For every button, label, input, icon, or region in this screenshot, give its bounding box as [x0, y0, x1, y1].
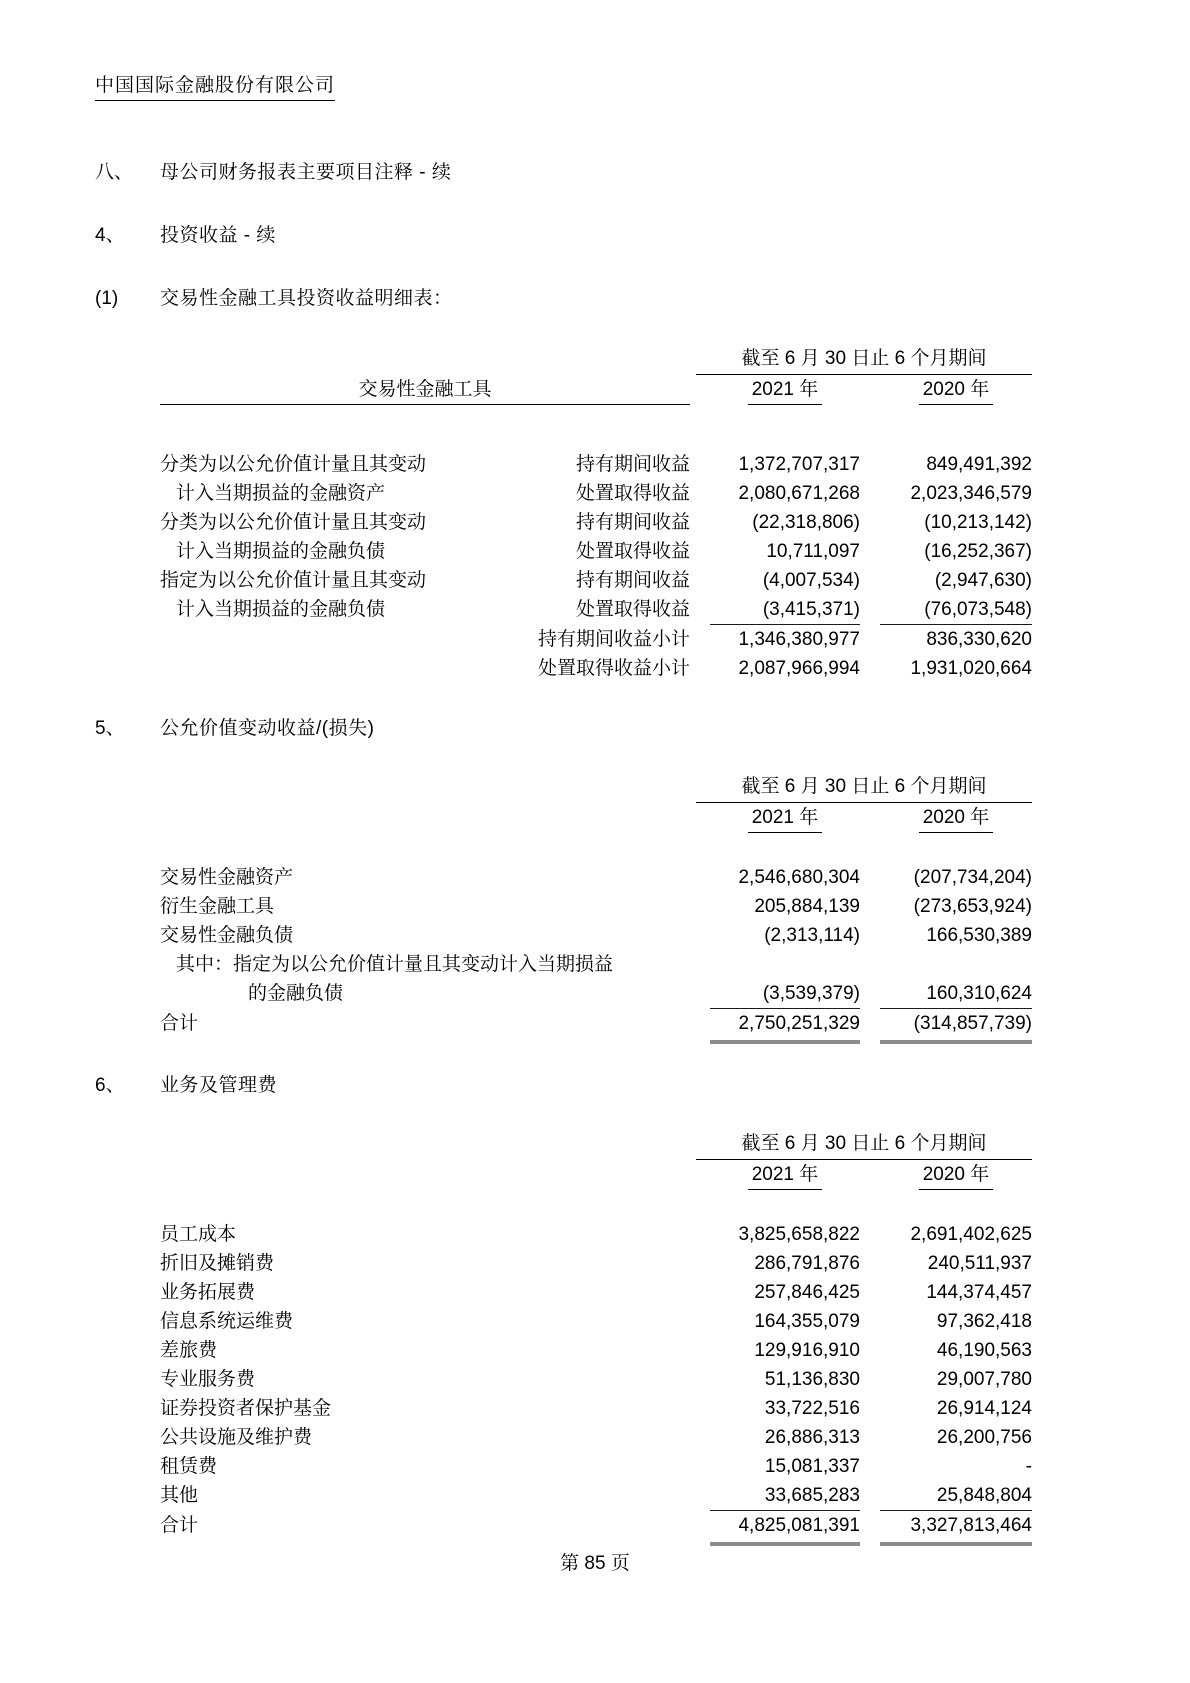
section-title: 业务及管理费: [160, 1075, 278, 1096]
operating-expenses-table: [160, 1129, 1032, 1546]
row-label: 折旧及摊销费: [160, 1253, 275, 1274]
value-2021: 51,136,830: [764, 1369, 860, 1390]
table-period-row: [160, 772, 1032, 803]
year-header-2020: 2020 年: [880, 1160, 1032, 1190]
year-header-2020: 2020 年: [880, 375, 1032, 405]
company-name: 中国国际金融股份有限公司: [95, 70, 335, 101]
value-2021: 205,884,139: [754, 896, 860, 917]
value-2020: 849,491,392: [926, 454, 1032, 475]
table-row: [160, 1365, 1032, 1394]
table-header-row: [160, 803, 1032, 833]
value-2021: 4,825,081,391: [710, 1511, 860, 1546]
value-2020: (314,857,739): [880, 1009, 1032, 1044]
row-label: 公共设施及维护费: [160, 1427, 313, 1448]
value-2021: 1,372,707,317: [738, 454, 860, 475]
section-number: 4、: [95, 225, 125, 246]
value-2021: 164,355,079: [754, 1311, 860, 1332]
row-label: 信息系统运维费: [160, 1311, 294, 1332]
page-number: 第 85 页: [560, 1553, 630, 1574]
table-subtotal-row: [160, 625, 1032, 654]
fair-value-change-table: [160, 772, 1032, 1044]
value-2020: 166,530,389: [926, 925, 1032, 946]
section-heading-4: [95, 220, 1130, 247]
period-header: 截至 6 月 30 日止 6 个月期间: [696, 344, 1032, 375]
table-subtotal-row: [160, 654, 1032, 683]
section-title: 公允价值变动收益/(损失): [160, 718, 375, 739]
spacer: [160, 405, 1032, 450]
row-label: 业务拓展费: [160, 1282, 256, 1303]
year-header-2021: 2021 年: [710, 803, 860, 833]
row-label: [160, 654, 460, 683]
row-sublabel: 处置取得收益: [575, 599, 690, 620]
value-2020: 26,200,756: [936, 1427, 1032, 1448]
table-row: [160, 537, 1032, 566]
table-row: [160, 1423, 1032, 1452]
value-2020: (10,213,142): [924, 512, 1032, 533]
value-2021: 286,791,876: [754, 1253, 860, 1274]
row-label: 指定为以公允价值计量且其变动: [160, 570, 427, 591]
table-total-row: [160, 1009, 1032, 1044]
value-2021: 129,916,910: [754, 1340, 860, 1361]
row-label: 专业服务费: [160, 1369, 256, 1390]
table-row: [160, 1307, 1032, 1336]
table-row: [160, 1278, 1032, 1307]
section-heading-4-1: [95, 283, 1130, 310]
row-sublabel: 持有期间收益: [575, 570, 690, 591]
value-2021: (22,318,806): [752, 512, 860, 533]
value-2021: 3,825,658,822: [738, 1224, 860, 1245]
value-2020: 836,330,620: [926, 629, 1032, 650]
value-2021: 10,711,097: [766, 541, 860, 562]
row-label: 的金融负债: [248, 983, 344, 1004]
table-row: [160, 950, 1032, 979]
value-2020: 2,023,346,579: [910, 483, 1032, 504]
section-heading-5: [95, 713, 1130, 740]
row-label: 分类为以公允价值计量且其变动: [160, 454, 427, 475]
table-row: [160, 479, 1032, 508]
value-2020: (16,252,367): [924, 541, 1032, 562]
value-2020: 29,007,780: [936, 1369, 1032, 1390]
value-2021: 2,087,966,994: [738, 658, 860, 679]
row-label: 员工成本: [160, 1224, 237, 1245]
value-2020: (2,947,630): [934, 570, 1032, 591]
table-row: [160, 1220, 1032, 1249]
table-row: [160, 1452, 1032, 1481]
value-2020: 46,190,563: [936, 1340, 1032, 1361]
row-label: 差旅费: [160, 1340, 218, 1361]
value-2020: (273,653,924): [913, 896, 1032, 917]
table-row: [160, 1481, 1032, 1511]
row-sublabel: 处置取得收益: [575, 541, 690, 562]
row-label: 其中：指定为以公允价值计量且其变动计入当期损益: [176, 954, 614, 975]
table-row: [160, 921, 1032, 950]
table-row: [160, 508, 1032, 537]
table-header-row: [160, 1160, 1032, 1190]
row-label: 证券投资者保护基金: [160, 1398, 332, 1419]
value-2020: -: [1025, 1456, 1032, 1477]
table-row: [160, 979, 1032, 1009]
value-2021: (3,415,371): [710, 595, 860, 625]
value-2021: (4,007,534): [762, 570, 860, 591]
row-label: 其他: [160, 1485, 199, 1506]
value-2020: 26,914,124: [936, 1398, 1032, 1419]
value-2020: 160,310,624: [880, 979, 1032, 1009]
row-label: 分类为以公允价值计量且其变动: [160, 512, 427, 533]
table-row: [160, 892, 1032, 921]
section-number: 5、: [95, 718, 125, 739]
table-row: [160, 595, 1032, 625]
value-2021: 2,546,680,304: [738, 867, 860, 888]
value-2020: 25,848,804: [880, 1481, 1032, 1511]
row-label: 计入当期损益的金融资产: [176, 483, 386, 504]
table-row: [160, 566, 1032, 595]
value-2020: 144,374,457: [926, 1282, 1032, 1303]
section-title: 投资收益 - 续: [160, 225, 276, 246]
value-2021: 33,685,283: [710, 1481, 860, 1511]
value-2021: 2,750,251,329: [710, 1009, 860, 1044]
year-header-2021: 2021 年: [710, 375, 860, 405]
table-period-row: [160, 1129, 1032, 1160]
spacer: [160, 833, 1032, 863]
table-row: [160, 1336, 1032, 1365]
period-header: 截至 6 月 30 日止 6 个月期间: [696, 772, 1032, 803]
spacer: [160, 1190, 1032, 1220]
row-sublabel: 持有期间收益: [575, 512, 690, 533]
table-row: [160, 450, 1032, 479]
row-label: 合计: [160, 1515, 199, 1536]
year-header-2020: 2020 年: [880, 803, 1032, 833]
row-sublabel: 持有期间收益小计: [537, 629, 690, 650]
value-2021: 1,346,380,977: [738, 629, 860, 650]
table-row: [160, 1249, 1032, 1278]
table-period-row: [160, 344, 1032, 375]
row-label: 合计: [160, 1013, 199, 1034]
value-2020: 240,511,937: [927, 1253, 1032, 1274]
table-total-row: [160, 1511, 1032, 1546]
row-sublabel: 处置取得收益小计: [537, 658, 690, 679]
trading-instruments-income-table: [160, 344, 1032, 683]
period-header: 截至 6 月 30 日止 6 个月期间: [696, 1129, 1032, 1160]
value-2020: (207,734,204): [913, 867, 1032, 888]
section-number: (1): [95, 288, 119, 309]
section-heading-6: [95, 1070, 1130, 1097]
value-2020: 3,327,813,464: [880, 1511, 1032, 1546]
section-number: 八、: [95, 162, 134, 183]
column-header: 交易性金融工具: [160, 375, 690, 405]
value-2021: 15,081,337: [764, 1456, 860, 1477]
year-header-2021: 2021 年: [710, 1160, 860, 1190]
row-label: 计入当期损益的金融负债: [176, 541, 386, 562]
row-label: [160, 625, 460, 654]
value-2021: (3,539,379): [710, 979, 860, 1009]
row-label: 计入当期损益的金融负债: [176, 599, 386, 620]
section-heading-8: [95, 157, 1130, 184]
row-label: 租赁费: [160, 1456, 218, 1477]
section-number: 6、: [95, 1075, 125, 1096]
value-2020: 97,362,418: [936, 1311, 1032, 1332]
table-header-row: [160, 375, 1032, 405]
row-label: 交易性金融资产: [160, 867, 294, 888]
value-2021: 257,846,425: [754, 1282, 860, 1303]
value-2021: 2,080,671,268: [738, 483, 860, 504]
value-2020: [880, 950, 1032, 979]
value-2021: [710, 950, 860, 979]
value-2020: 1,931,020,664: [910, 658, 1032, 679]
value-2021: 26,886,313: [764, 1427, 860, 1448]
value-2021: 33,722,516: [764, 1398, 860, 1419]
value-2020: 2,691,402,625: [910, 1224, 1032, 1245]
table-row: [160, 863, 1032, 892]
row-sublabel: 持有期间收益: [575, 454, 690, 475]
value-2021: (2,313,114): [764, 925, 860, 946]
row-label: 衍生金融工具: [160, 896, 275, 917]
row-sublabel: 处置取得收益: [575, 483, 690, 504]
value-2020: (76,073,548): [880, 595, 1032, 625]
section-title: 母公司财务报表主要项目注释 - 续: [160, 162, 452, 183]
table-row: [160, 1394, 1032, 1423]
section-title: 交易性金融工具投资收益明细表：: [160, 288, 453, 309]
row-label: 交易性金融负债: [160, 925, 294, 946]
